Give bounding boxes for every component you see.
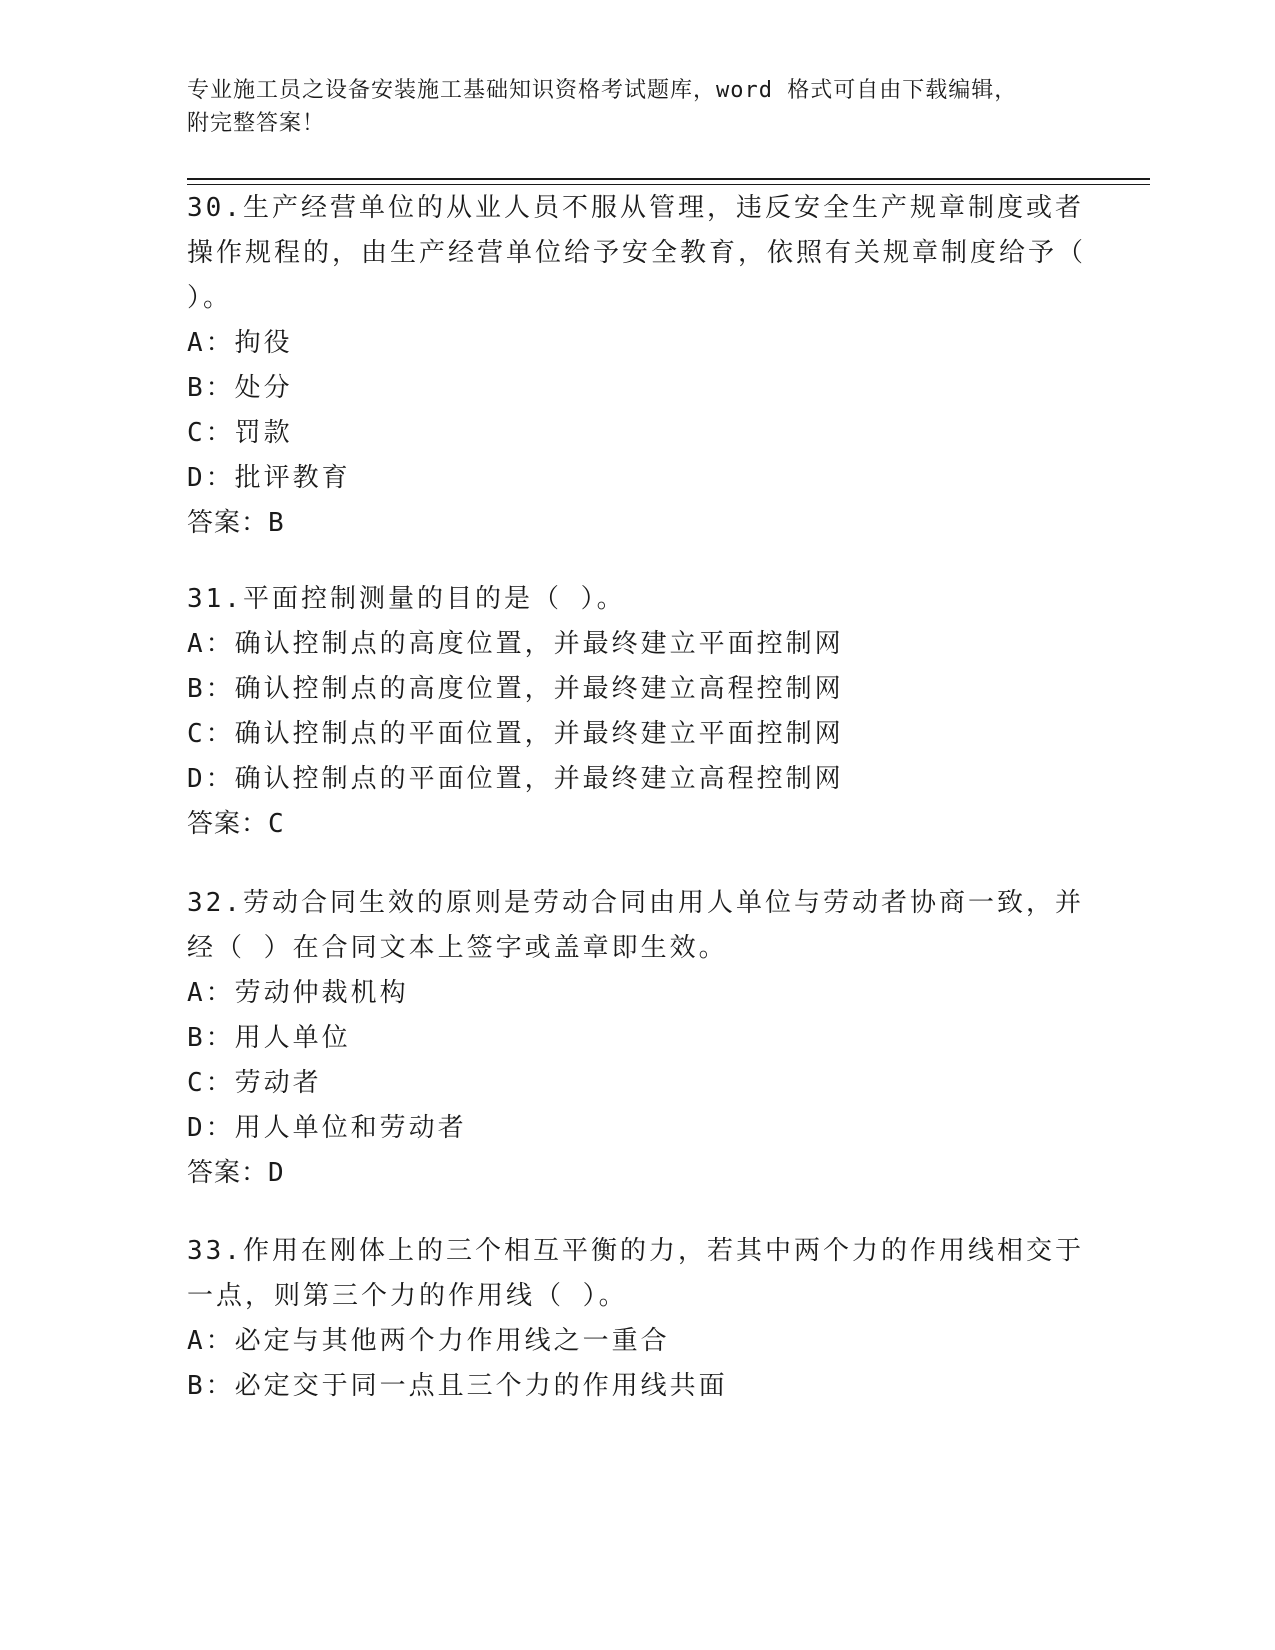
answer-value: D bbox=[268, 1158, 284, 1188]
question-stem: 32.劳动合同生效的原则是劳动合同由用人单位与劳动者协商一致，并经（ ）在合同文本上签字或盖章即生效。 bbox=[187, 888, 1084, 963]
question-31 bbox=[187, 577, 1087, 847]
header-line-2: 附完整答案！ bbox=[187, 111, 326, 136]
option-a: A：必定与其他两个力作用线之一重合 bbox=[187, 1326, 670, 1356]
question-stem: 31.平面控制测量的目的是（ ）。 bbox=[187, 584, 626, 614]
answer-line bbox=[187, 802, 1087, 847]
option-b: B：确认控制点的高度位置，并最终建立高程控制网 bbox=[187, 674, 844, 704]
option-d: D：确认控制点的平面位置，并最终建立高程控制网 bbox=[187, 764, 844, 794]
question-30 bbox=[187, 186, 1087, 546]
option-a: A：拘役 bbox=[187, 328, 293, 358]
option-d: D：用人单位和劳动者 bbox=[187, 1113, 467, 1143]
document-header bbox=[187, 74, 1067, 140]
question-32 bbox=[187, 881, 1087, 1196]
header-line-1: 专业施工员之设备安装施工基础知识资格考试题库，word 格式可自由下载编辑， bbox=[187, 78, 1018, 103]
header-divider-thin bbox=[187, 184, 1150, 185]
answer-label: 答案： bbox=[187, 809, 269, 839]
option-c: C：罚款 bbox=[187, 418, 293, 448]
question-stem: 33.作用在刚体上的三个相互平衡的力，若其中两个力的作用线相交于一点，则第三个力的作用线（ ）。 bbox=[187, 1236, 1084, 1311]
option-c: C：劳动者 bbox=[187, 1068, 322, 1098]
option-c: C：确认控制点的平面位置，并最终建立平面控制网 bbox=[187, 719, 844, 749]
option-b: B：必定交于同一点且三个力的作用线共面 bbox=[187, 1371, 728, 1401]
answer-line bbox=[187, 501, 1087, 546]
option-a: A：劳动仲裁机构 bbox=[187, 978, 409, 1008]
option-b: B：用人单位 bbox=[187, 1023, 351, 1053]
option-d: D：批评教育 bbox=[187, 463, 351, 493]
option-a: A：确认控制点的高度位置，并最终建立平面控制网 bbox=[187, 629, 844, 659]
answer-value: B bbox=[268, 508, 284, 538]
answer-value: C bbox=[268, 809, 284, 839]
answer-label: 答案： bbox=[187, 1158, 269, 1188]
option-b: B：处分 bbox=[187, 373, 293, 403]
answer-line bbox=[187, 1151, 1087, 1196]
question-stem: 30.生产经营单位的从业人员不服从管理，违反安全生产规章制度或者操作规程的，由生产经营单位给予安全教育，依照有关规章制度给予（ ）。 bbox=[187, 193, 1087, 313]
answer-label: 答案： bbox=[187, 508, 269, 538]
header-divider-thick bbox=[187, 178, 1150, 180]
question-33 bbox=[187, 1229, 1087, 1409]
